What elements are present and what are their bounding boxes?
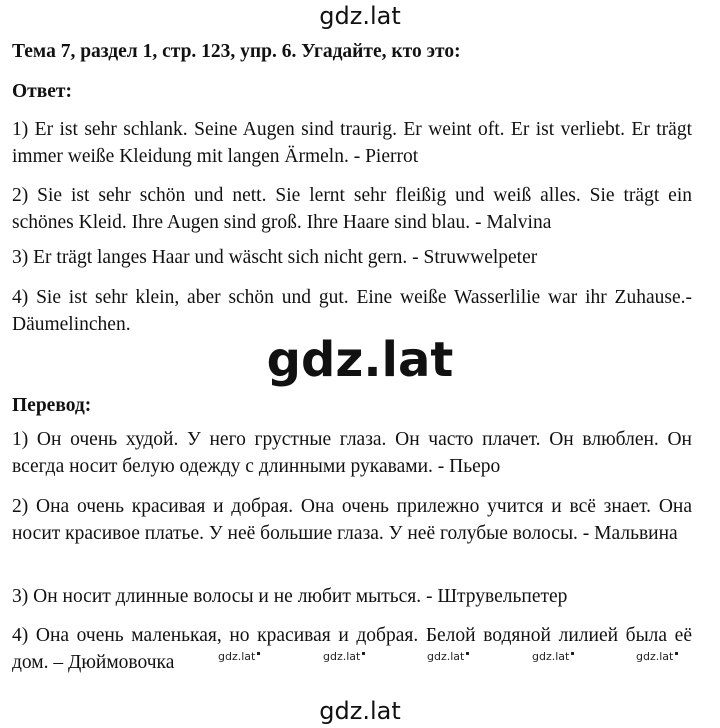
translation-item-2: 2) Она очень красивая и добрая. Она очень прилежно учится и всё знает. Она носит красивое платье. У неё большие глаза. У неё голубые волосы. - Мальвина: [12, 496, 692, 544]
watermark-small-row: [0, 650, 720, 668]
watermark-small: gdz.lat: [636, 650, 678, 663]
watermark-small: gdz.lat: [532, 650, 574, 663]
translation-item-1: 1) Он очень худой. У него грустные глаза. Он часто плачет. Он влюблен. Он всегда носит белую одежду с длинными рукавами. - Пьеро: [12, 429, 692, 477]
translation-item-3: 3) Он носит длинные волосы и не любит мыться. - Штрувельпетер: [12, 586, 568, 607]
answer-item-2: 2) Sie ist sehr schön und nett. Sie lernt sehr fleißig und weiß alles. Sie trägt ein schönes Kleid. Ihre Augen sind groß. Ihre Haare sind blau. - Malvina: [12, 185, 692, 233]
answer-item-4: 4) Sie ist sehr klein, aber schön und gut. Eine weiße Wasserlilie war ihr Zuhause.- Däumelinchen.: [12, 287, 692, 335]
translation-item-4: 4) Она очень маленькая, но красивая и добрая. Белой водяной лилией была её дом. – Дюймовочка: [12, 625, 692, 673]
watermark-small: gdz.lat: [427, 650, 469, 663]
answer-heading: Ответ:: [12, 81, 73, 102]
watermark-middle: gdz.lat: [266, 332, 454, 388]
answer-item-3: 3) Er trägt langes Haar und wäscht sich nicht gern. - Struwwelpeter: [12, 247, 538, 268]
watermark-bottom: gdz.lat: [319, 697, 401, 725]
watermark-small: gdz.lat: [218, 650, 260, 663]
translation-heading: Перевод:: [12, 395, 92, 416]
watermark-top: gdz.lat: [319, 2, 401, 30]
exercise-title: Тема 7, раздел 1, стр. 123, упр. 6. Угадайте, кто это:: [12, 41, 461, 62]
watermark-small: gdz.lat: [323, 650, 365, 663]
answer-item-1: 1) Er ist sehr schlank. Seine Augen sind traurig. Er weint oft. Er ist verliebt. Er trägt immer weiße Kleidung mit langen Ärmeln. - Pierrot: [12, 119, 692, 167]
